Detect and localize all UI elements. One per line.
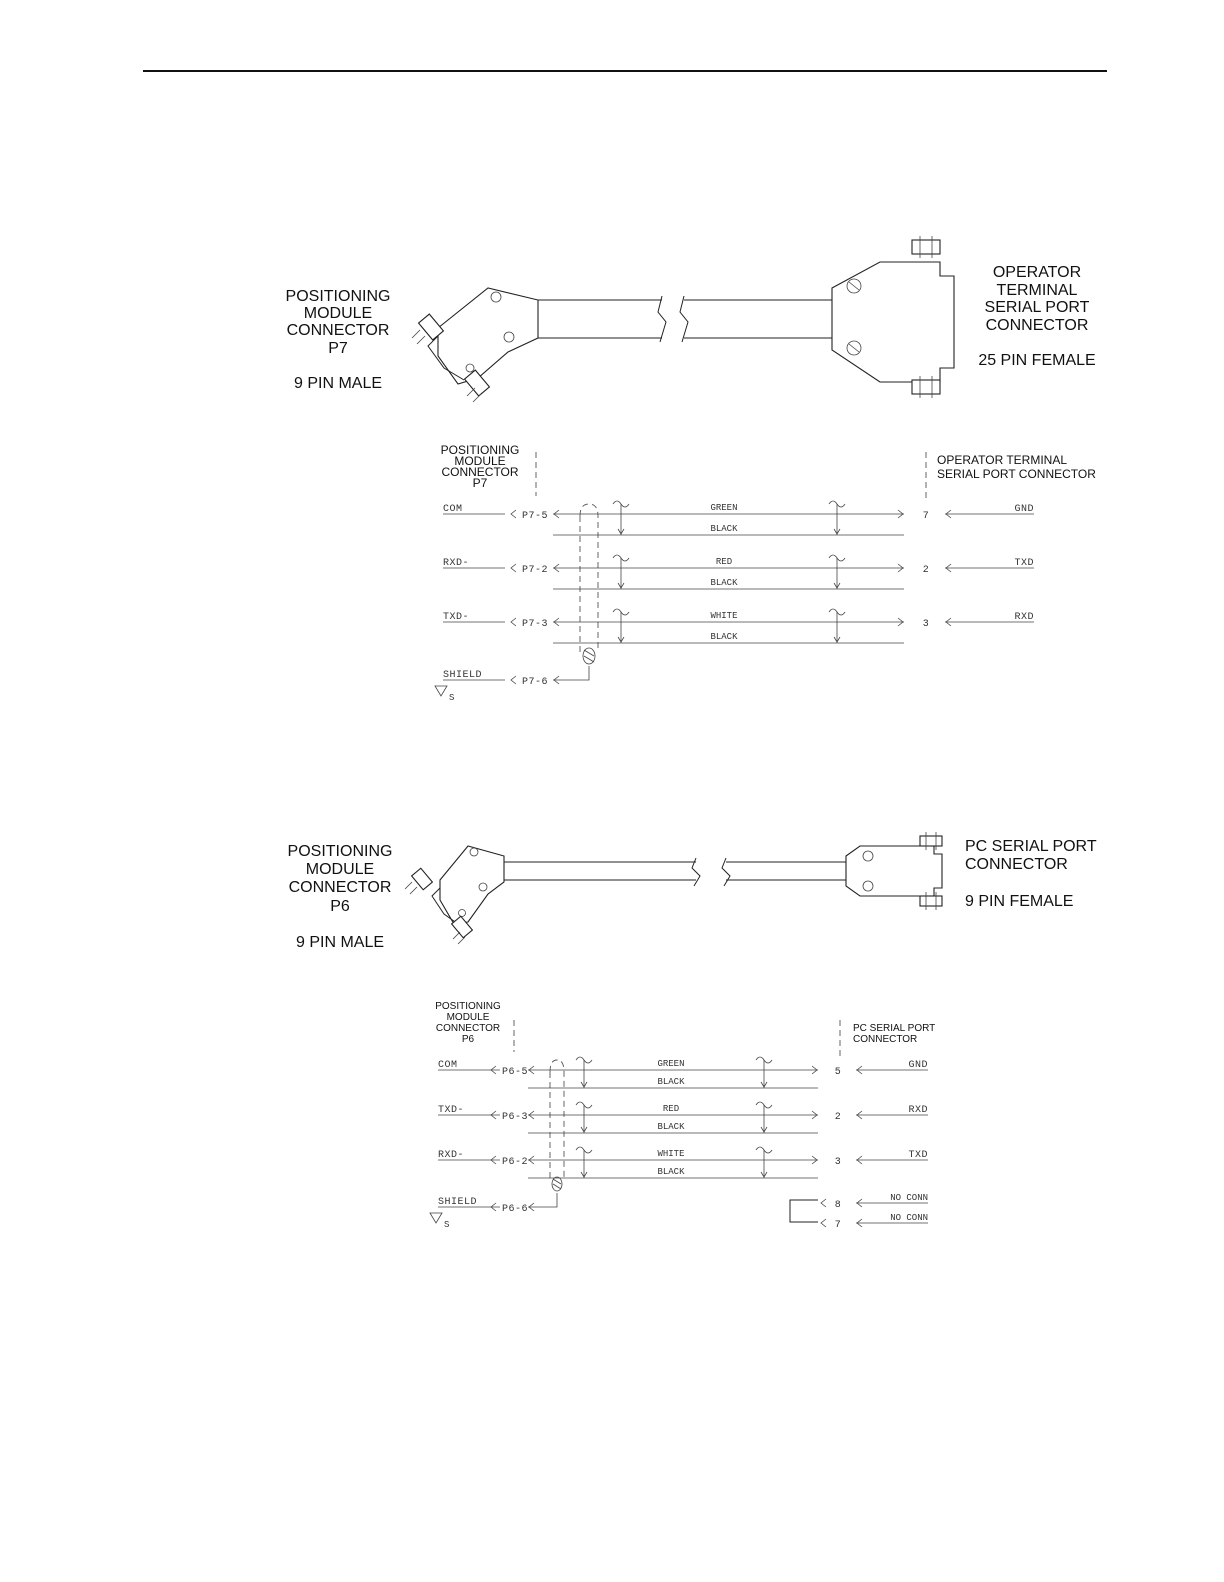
schematic2-rows <box>430 1057 928 1231</box>
far-signal-label: TXD <box>1014 558 1034 569</box>
db9-female-connector-pc <box>846 832 942 910</box>
schematic1-left-header-1: POSITIONING <box>440 443 520 457</box>
schematic1-left-header-4: P7 <box>472 476 488 490</box>
wire-color-label: WHITE <box>657 1149 685 1159</box>
cable2-right-pin-type: 9 PIN FEMALE <box>965 893 1074 910</box>
shield-label: SHIELD <box>438 1197 478 1208</box>
cable1-right-pin-type: 25 PIN FEMALE <box>978 352 1096 369</box>
wire-color-label: GREEN <box>710 503 738 513</box>
cable2-right-label-2: CONNECTOR <box>965 856 1068 873</box>
signal-label: RXD- <box>443 558 470 569</box>
return-color-label: BLACK <box>657 1077 685 1087</box>
ground-icon <box>430 1213 442 1223</box>
pin-label: P6-5 <box>502 1067 529 1078</box>
cable1-right-label-3: SERIAL PORT <box>984 299 1090 316</box>
schematic1 <box>441 443 1097 664</box>
return-color-label: BLACK <box>657 1122 685 1132</box>
schematic1-right-header-1: OPERATOR TERMINAL <box>937 453 1068 467</box>
wire-color-label: GREEN <box>657 1059 685 1069</box>
shield-label: SHIELD <box>443 670 483 681</box>
far-signal-label: RXD <box>908 1105 928 1116</box>
pin-label: P7-5 <box>522 511 549 522</box>
wire-color-label: RED <box>662 1104 680 1114</box>
cable2-left-label-3: CONNECTOR <box>288 879 392 896</box>
shield-pin-label: P6-6 <box>502 1204 529 1215</box>
cable1-drawing <box>286 236 1096 402</box>
schematic2-left-header-4: P6 <box>461 1034 475 1045</box>
far-signal-label: GND <box>908 1060 928 1071</box>
far-pin-label: 3 <box>922 619 930 630</box>
no-conn-pin-label: 8 <box>834 1200 842 1211</box>
schematic2-left-header-1: POSITIONING <box>435 1001 501 1012</box>
far-pin-label: 5 <box>834 1067 842 1078</box>
cable1-left-label-3: CONNECTOR <box>286 322 390 339</box>
cable1-left-label-4: P7 <box>328 340 348 357</box>
schematic1-rows <box>435 501 1034 703</box>
cable2-left-label-2: MODULE <box>305 861 375 878</box>
signal-label: RXD- <box>438 1150 465 1161</box>
schematic2-right-header-1: PC SERIAL PORT <box>853 1023 936 1034</box>
db9-male-connector-p7 <box>412 288 538 402</box>
pin-label: P7-3 <box>522 619 549 630</box>
no-conn-label: NO CONN <box>890 1193 928 1203</box>
cable1-right-label-4: CONNECTOR <box>985 317 1089 334</box>
return-color-label: BLACK <box>710 632 738 642</box>
cable2-left-label-1: POSITIONING <box>287 843 393 860</box>
return-color-label: BLACK <box>710 524 738 534</box>
cable1-right-label-1: OPERATOR <box>992 264 1082 281</box>
schematic1-right-header-2: SERIAL PORT CONNECTOR <box>937 467 1096 481</box>
far-pin-label: 2 <box>922 565 930 576</box>
cable2-right-label-1: PC SERIAL PORT <box>965 838 1097 855</box>
signal-label: COM <box>438 1060 458 1071</box>
signal-label: TXD- <box>438 1105 465 1116</box>
pin-label: P6-2 <box>502 1157 529 1168</box>
cable2-left-pin-type: 9 PIN MALE <box>295 934 385 951</box>
ground-icon <box>435 686 447 696</box>
wire-color-label: WHITE <box>710 611 738 621</box>
db9-male-connector-p6 <box>405 846 504 944</box>
far-pin-label: 2 <box>834 1112 842 1123</box>
cable1-left-label-1: POSITIONING <box>285 288 391 305</box>
far-pin-label: 7 <box>922 511 930 522</box>
schematic2-right-header-2: CONNECTOR <box>853 1034 918 1045</box>
cable1-left-label-2: MODULE <box>303 305 373 322</box>
return-color-label: BLACK <box>657 1167 685 1177</box>
no-conn-label: NO CONN <box>890 1213 928 1223</box>
shield-pin-label: P7-6 <box>522 677 549 688</box>
far-pin-label: 3 <box>834 1157 842 1168</box>
ground-label: S <box>444 1220 450 1230</box>
wire-color-label: RED <box>715 557 733 567</box>
cable2-left-label-4: P6 <box>330 898 350 915</box>
far-signal-label: GND <box>1014 504 1034 515</box>
schematic2-left-header-3: CONNECTOR <box>435 1023 501 1034</box>
schematic2-left-header-2: MODULE <box>446 1012 490 1023</box>
cable2-drawing <box>288 832 1097 951</box>
pin-label: P6-3 <box>502 1112 529 1123</box>
schematic1-left-header-3: CONNECTOR <box>441 465 519 479</box>
signal-label: COM <box>443 504 463 515</box>
cable1-left-pin-type: 9 PIN MALE <box>293 375 383 392</box>
no-conn-pin-label: 7 <box>834 1220 842 1231</box>
far-signal-label: RXD <box>1014 612 1034 623</box>
signal-label: TXD- <box>443 612 470 623</box>
cable1-right-label-2: TERMINAL <box>996 282 1078 299</box>
schematic1-left-header-2: MODULE <box>454 454 506 468</box>
db25-female-connector <box>832 236 954 398</box>
ground-label: S <box>449 693 455 703</box>
far-signal-label: TXD <box>908 1150 928 1161</box>
return-color-label: BLACK <box>710 578 738 588</box>
pin-label: P7-2 <box>522 565 549 576</box>
